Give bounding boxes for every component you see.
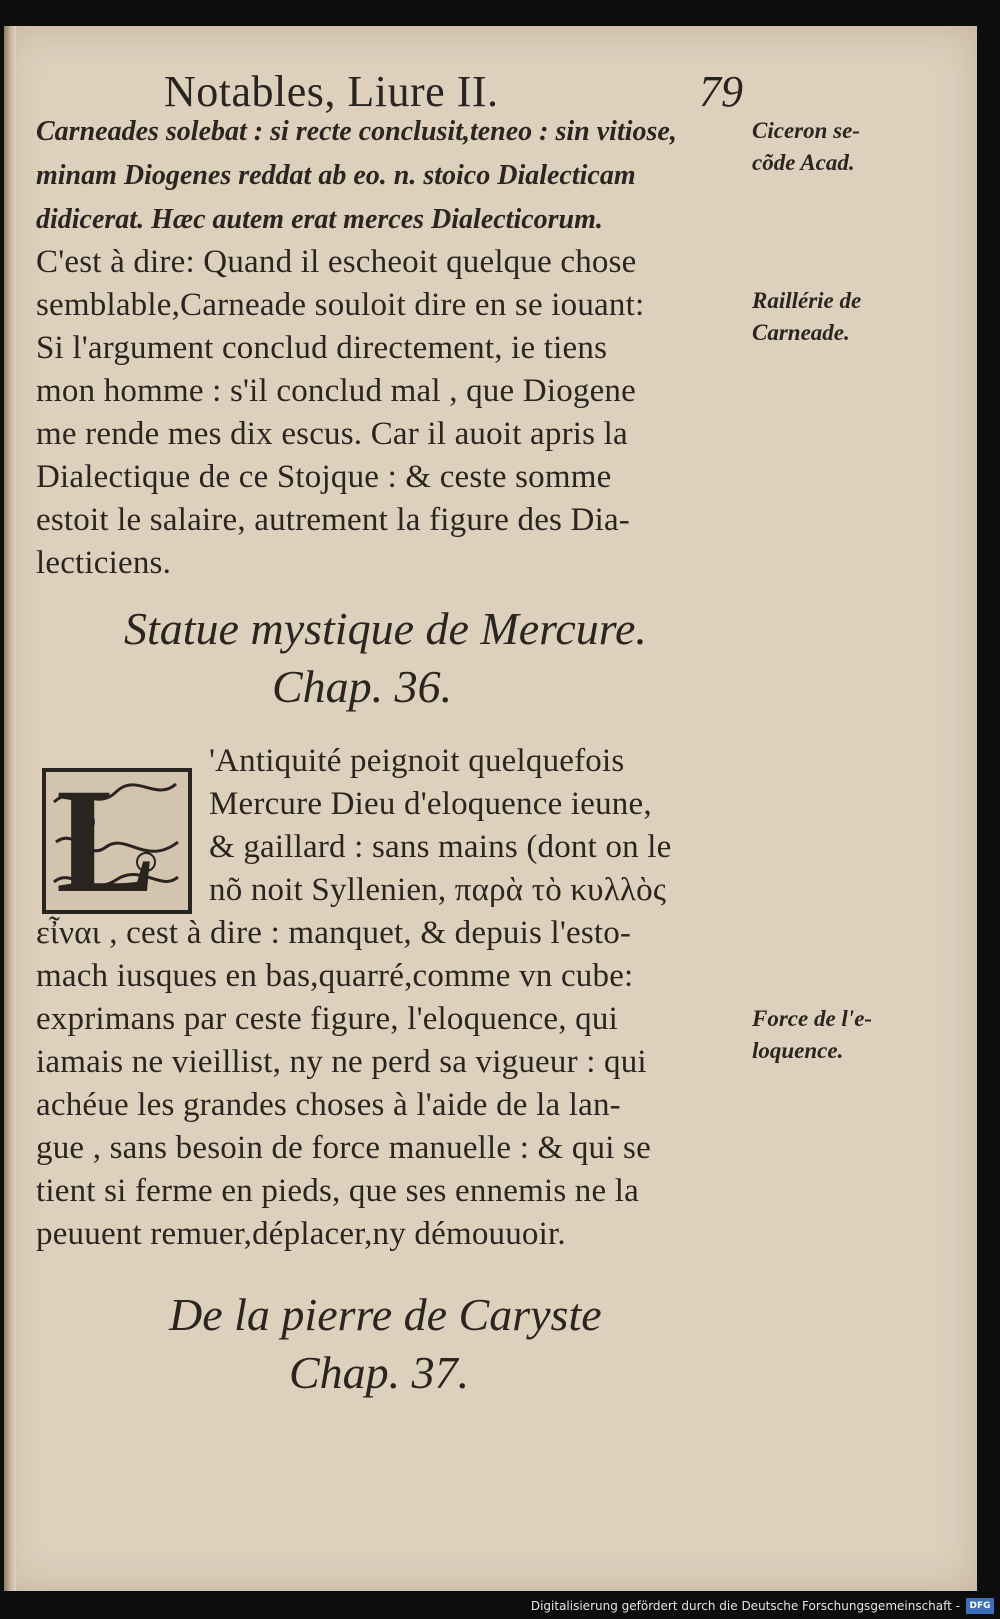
text-line: & gaillard : sans mains (dont on le	[209, 829, 672, 865]
footer-credit: Digitalisierung gefördert durch die Deutsche Forschungsgemeinschaft -	[530, 1599, 960, 1613]
text-line: peuuent remuer,déplacer,ny démouuoir.	[36, 1216, 566, 1252]
text-line: Si l'argument conclud directement, ie tiens	[36, 330, 608, 366]
text-line: mach iusques en bas,quarré,comme vn cube:	[36, 958, 634, 994]
page-binding-edge	[4, 26, 16, 1591]
margin-note: cõde Acad.	[752, 150, 855, 175]
margin-note: loquence.	[752, 1038, 844, 1063]
text-line: εἶναι , cest à dire : manquet, & depuis l'esto-	[36, 915, 632, 951]
text-line: nõ noit Syllenien, παρὰ τὸ κυλλὸς	[209, 872, 667, 908]
book-page	[4, 26, 977, 1591]
text-line: semblable,Carneade souloit dire en se iouant:	[36, 287, 645, 323]
latin-line: didicerat. Hæc autem erat merces Dialecticorum.	[36, 204, 603, 235]
page-number: 79	[699, 67, 743, 116]
text-line: mon homme : s'il conclud mal , que Diogene	[36, 373, 636, 409]
text-line: me rende mes dix escus. Car il auoit apris la	[36, 416, 628, 452]
text-line: tient si ferme en pieds, que ses ennemis ne la	[36, 1173, 640, 1209]
chapter-36-title: Statue mystique de Mercure.	[124, 603, 647, 654]
text-line: gue , sans besoin de force manuelle : & qui se	[36, 1130, 651, 1166]
chapter-36-number: Chap. 36.	[272, 661, 453, 712]
text-line: 'Antiquité peignoit quelquefois	[209, 743, 625, 779]
chapter-37-number: Chap. 37.	[289, 1347, 470, 1398]
text-line: achéue les grandes choses à l'aide de la lan-	[36, 1087, 621, 1123]
initial-letter: L	[56, 758, 157, 924]
text-line: Dialectique de ce Stojque : & ceste somme	[36, 459, 612, 495]
text-line: iamais ne vieillist, ny ne perd sa vigueur : qui	[36, 1044, 647, 1080]
text-line: Mercure Dieu d'eloquence ieune,	[209, 786, 652, 822]
margin-note: Ciceron se-	[752, 118, 860, 143]
margin-note: Raillérie de	[752, 288, 862, 313]
margin-note: Force de l'e-	[752, 1006, 873, 1031]
chapter-37-title: De la pierre de Caryste	[169, 1289, 602, 1340]
footer-bar	[0, 1595, 1000, 1619]
decorated-initial	[42, 758, 192, 924]
dfg-logo: DFG	[966, 1598, 994, 1614]
running-title: Notables, Liure II.	[164, 67, 499, 116]
latin-line: minam Diogenes reddat ab eo. n. stoico Dialecticam	[36, 160, 636, 191]
margin-note: Carneade.	[752, 320, 850, 345]
text-line: estoit le salaire, autrement la figure des Dia-	[36, 502, 630, 538]
latin-line: Carneades solebat : si recte conclusit,teneo : sin vitiose,	[36, 116, 677, 147]
text-line: exprimans par ceste figure, l'eloquence, qui	[36, 1001, 618, 1037]
text-line: lecticiens.	[36, 545, 172, 581]
text-line: C'est à dire: Quand il escheoit quelque chose	[36, 244, 637, 280]
